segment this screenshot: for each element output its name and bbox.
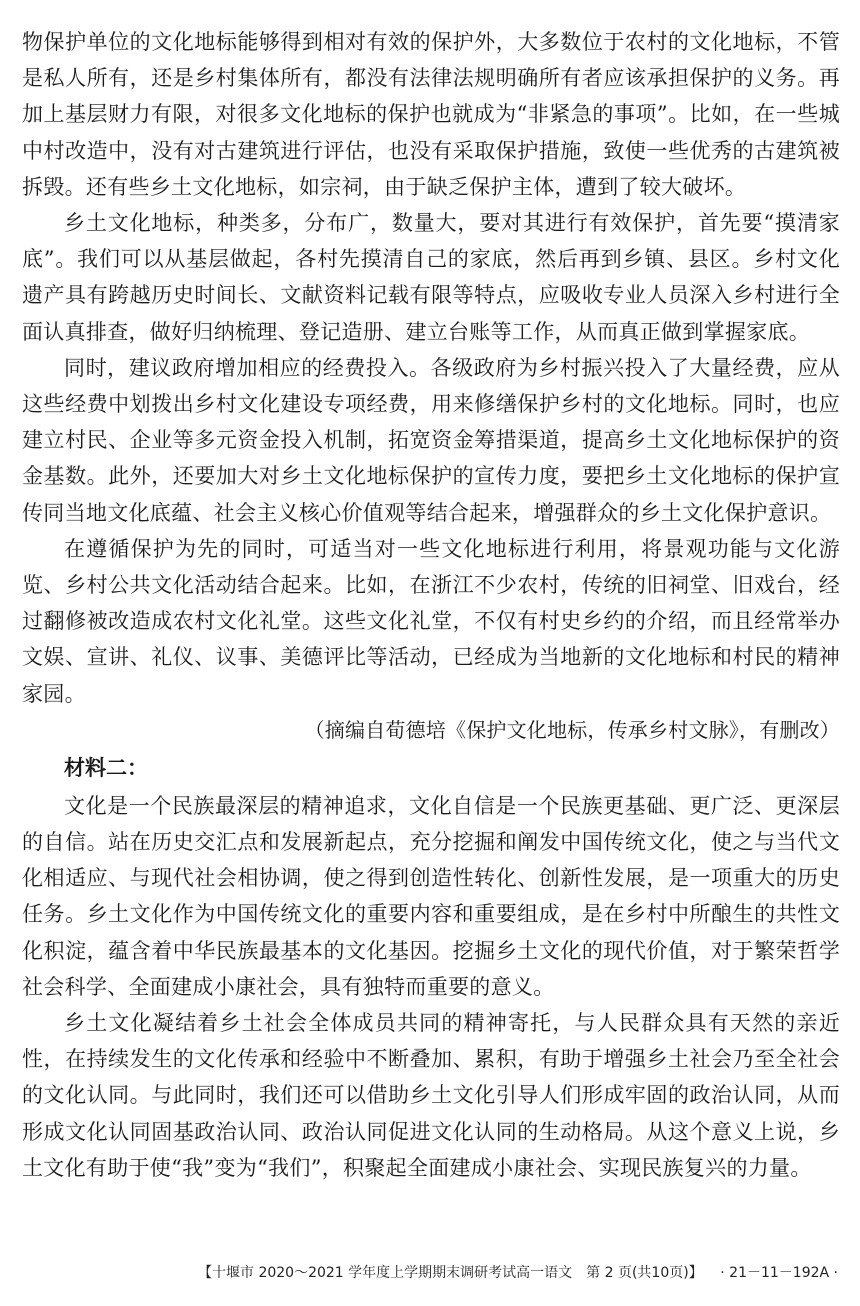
paragraph-continuation: 物保护单位的文化地标能够得到相对有效的保护外，大多数位于农村的文化地标，不管是私人所有，还是乡村集体所有，都没有法律法规明确所有者应该承担保护的义务。再加上基层财力有限，对很多文化地标的保护也就成为“非紧急的事项”。比如，在一些城中村改造中，没有对古建筑进行评估，也没有采取保护措施，致使一些优秀的古建筑被拆毁。还有些乡土文化地标，如宗祠，由于缺乏保护主体，遭到了较大破坏。	[22, 30, 840, 199]
section-title-material-two: 材料二：	[64, 755, 148, 780]
paragraph-cultural-confidence: 文化是一个民族最深层的精神追求，文化自信是一个民族更基础、更广泛、更深层的自信。站在历史交汇点和发展新起点，充分挖掘和阐发中国传统文化，使之与当代文化相适应、与现代社会相协调，使之得到创造性转化、创新性发展，是一项重大的历史任务。乡土文化作为中国传统文化的重要内容和重要组成，是在乡村中所酿生的共性文化积淀，蕴含着中华民族最基本的文化基因。挖掘乡土文化的现代价值，对于繁荣哲学社会科学、全面建成小康社会，具有独特而重要的意义。	[22, 793, 840, 999]
paragraph-funding: 同时，建议政府增加相应的经费投入。各级政府为乡村振兴投入了大量经费，应从这些经费中划拨出乡村文化建设专项经费，用来修缮保护乡村的文化地标。同时，也应建立村民、企业等多元资金投入机制，拓宽资金筹措渠道，提高乡土文化地标保护的资金基数。此外，还要加大对乡土文化地标保护的宣传力度，要把乡土文化地标的保护宣传同当地文化底蕴、社会主义核心价值观等结合起来，增强群众的乡土文化保护意识。	[22, 355, 840, 525]
footer-code: · 21－11－192A ·	[720, 1265, 838, 1281]
source-citation: （摘编自荀德培《保护文化地标，传承乡村文脉》，有删改）	[304, 717, 840, 742]
paragraph-utilization: 在遵循保护为先的同时，可适当对一些文化地标进行利用，将景观功能与文化游览、乡村公共文化活动结合起来。比如，在浙江不少农村，传统的旧祠堂、旧戏台，经过翻修被改造成农村文化礼堂。这些文化礼堂，不仅有村史乡约的介绍，而且经常举办文娱、宣讲、礼仪、议事、美德评比等活动，已经成为当地新的文化地标和村民的精神家园。	[22, 536, 840, 706]
footer-exam-info: 【十堰市 2020～2021 学年度上学期期末调研考试高一语文 第 2 页(共10页)】	[198, 1265, 703, 1281]
paragraph-cultural-identity: 乡土文化凝结着乡土社会全体成员共同的精神寄托，与人民群众具有天然的亲近性，在持续发生的文化传承和经验中不断叠加、累积，有助于增强乡土社会乃至全社会的文化认同。与此同时，我们还可以借助乡土文化引导人们形成牢固的政治认同，从而形成文化认同固基政治认同、政治认同促进文化认同的生动格局。从这个意义上说，乡土文化有助于使“我”变为“我们”，积聚起全面建成小康社会、实现民族复兴的力量。	[22, 1011, 840, 1180]
document-page	[22, 24, 840, 1186]
paragraph-survey-heritage: 乡土文化地标，种类多，分布广，数量大，要对其进行有效保护，首先要“摸清家底”。我们可以从基层做起，各村先摸清自己的家底，然后再到乡镇、县区。乡村文化遗产具有跨越历史时间长、文献资料记载有限等特点，应吸收专业人员深入乡村进行全面认真排查，做好归纳梳理、登记造册、建立台账等工作，从而真正做到掌握家底。	[22, 211, 840, 344]
